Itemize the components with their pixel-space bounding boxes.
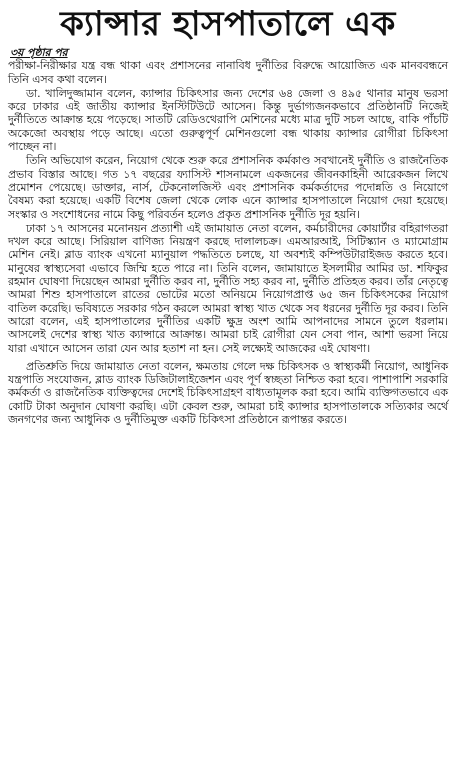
article-paragraph: ঢাকা ১৭ আসনের মনোনয়ন প্রত্যাশী এই জামায়াত নেতা বলেন, কর্মচারীদের কোয়ার্টার বহিরাগতরা দখল করে আছে। সিরিয়াল বাণিজ্য নিয়ন্ত্রণ করছে দালালচক্র। এমআরআই, সিটিস্ক্যান ও ম্যামোগ্রাম মেশিন নেই। ব্লাড ব্যাংক এখনো ম্যানুয়াল পদ্ধতিতে চলছে, যা অবশ্যই কম্পিউটারাইজড করতে হবে। মানুষের স্বাস্থ্যসেবা এভাবে জিম্মি হতে পারে না। তিনি বলেন, জামায়াতে ইসলামীর আমির ডা. শফিকুর রহমান ঘোষণা দিয়েছেন আমরা দুর্নীতি করব না, দুর্নীতি সহ্য করব না, দুর্নীতি প্রতিহত করব। তাঁর নেতৃত্বে আমরা শিশু হাসপাতালে রাতের ভোটের মতো অনিয়মে নিয়োগপ্রাপ্ত ৬৫ জন চিকিৎসকের নিয়োগ বাতিল করেছি। ভবিষ্যতে সরকার গঠন করলে আমরা স্বাস্থ্য খাত থেকে সব ধরনের দুর্নীতি দূর করব। তিনি আরো বলেন, এই হাসপাতালের দুর্নীতির একটি ক্ষুদ্র অংশ আমি আপনাদের সামনে তুলে ধরলাম। আসলেই দেশের স্বাস্থ্য খাত ক্যান্সারে আক্রান্ত। আমরা চাই রোগীরা যেন সেবা পান, আশা ভরসা নিয়ে যারা এখানে আসেন তারা যেন আর হতাশ না হন। সেই লক্ষ্যেই আজকের এই ঘোষণা।: [8, 221, 448, 355]
article-paragraph: পরীক্ষা-নিরীক্ষার যন্ত্র বন্ধ থাকা এবং প্রশাসনের নানাবিধ দুর্নীতির বিরুদ্ধে আয়োজিত এক মানববন্ধনে তিনি এসব কথা বলেন।: [8, 59, 448, 86]
headline: ক্যান্সার হাসপাতালে এক: [60, 4, 396, 44]
article-paragraph: ডা. খালিদুজ্জামান বলেন, ক্যান্সার চিকিৎসার জন্য দেশের ৬৪ জেলা ও ৪৯৫ থানার মানুষ ভরসা করে ঢাকার এই জাতীয় ক্যান্সার ইনস্টিটিউটে আসেন। কিন্তু দুর্ভাগ্যজনকভাবে প্রতিষ্ঠানটি নিজেই দুর্নীতিতে আক্রান্ত হয়ে পড়েছে। সাতটি রেডিওথেরাপি মেশিনের মধ্যে মাত্র দুটি সচল আছে, বাকি পাঁচটি অকেজো অবস্থায় পড়ে আছে। এতো গুরুত্বপূর্ণ মেশিনগুলো বন্ধ থাকায় ক্যান্সার রোগীরা চিকিৎসা পাচ্ছেন না।: [8, 86, 448, 154]
continued-from-label: ৩য় পৃষ্ঠার পর: [10, 46, 68, 59]
article-paragraph: তিনি অভিযোগ করেন, নিয়োগ থেকে শুরু করে প্রশাসনিক কর্মকাণ্ড সবখানেই দুর্নীতি ও রাজনৈতিক প্রভাব বিস্তার আছে। গত ১৭ বছরের ফ্যাসিস্ট শাসনামলে একজনের জীবনকাহিনী আরেকজন লিখে প্রমোশন পেয়েছে। ডাক্তার, নার্স, টেকনোলজিস্ট এবং প্রশাসনিক কর্মকর্তাদের পদোন্নতি ও নিয়োগে বৈষম্য করা হয়েছে। একটি বিশেষ জেলা থেকে লোক এনে ক্যান্সার হাসপাতালে নিয়োগ দেয়া হয়েছে। সংস্কার ও সংশোধনের নামে কিছু পরিবর্তন হলেও প্রকৃত প্রশাসনিক দুর্নীতি দূর হয়নি।: [8, 154, 448, 221]
article-paragraph: প্রতিশ্রুতি দিয়ে জামায়াত নেতা বলেন, ক্ষমতায় গেলে দক্ষ চিকিৎসক ও স্বাস্থ্যকর্মী নিয়োগ, আধুনিক যন্ত্রপাতি সংযোজন, ব্লাড ব্যাংক ডিজিটালাইজেশন এবং পূর্ণ স্বচ্ছতা নিশ্চিত করা হবে। পাশাপাশি সরকারি কর্মকর্তা ও রাজনৈতিক ব্যক্তিত্বদের দেশেই চিকিৎসাগ্রহণ বাধ্যতামূলক করা হবে। আমি ব্যক্তিগতভাবে এক কোটি টাকা অনুদান ঘোষণা করছি। এটা কেবল শুরু, আমরা চাই ক্যান্সার হাসপাতালকে সত্যিকার অর্থে জনগণের জন্য আধুনিক ও দুর্নীতিমুক্ত একটি চিকিৎসা প্রতিষ্ঠানে রূপান্তর করতে।: [8, 359, 448, 427]
